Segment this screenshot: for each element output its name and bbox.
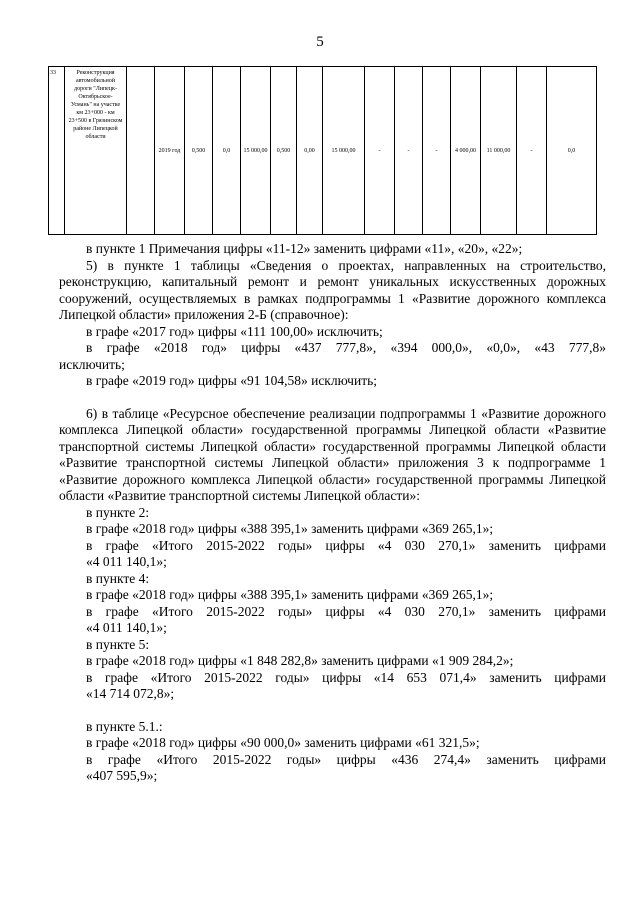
table-row <box>49 67 597 235</box>
paragraph: в пункте 1 Примечания цифры «11-12» заменить цифрами «11», «20», «22»; <box>86 241 523 256</box>
project-table <box>48 66 597 235</box>
table-cell <box>127 67 155 235</box>
paragraph: исключить; <box>59 356 125 372</box>
table-cell: - <box>365 67 395 235</box>
table-cell: 0,0 <box>547 67 597 235</box>
table-cell: 15 000,00 <box>323 67 365 235</box>
paragraph: «4 011 140,1»; <box>86 554 167 569</box>
paragraph: «407 595,9»; <box>86 768 158 783</box>
paragraph: в пункте 5.1.: <box>86 718 163 734</box>
table-cell: 0,00 <box>297 67 323 235</box>
table-cell: 4 000,00 <box>451 67 481 235</box>
year-cell: 2019 год <box>155 67 185 235</box>
paragraph: в графе «2018 год» цифры «437 777,8», «394 000,0», «0,0», «43 777,8» <box>86 340 606 355</box>
paragraph: в графе «2017 год» цифры «111 100,00» исключить; <box>86 323 383 339</box>
paragraph: в графе «2019 год» цифры «91 104,58» исключить; <box>86 373 377 388</box>
document-body <box>59 241 606 785</box>
paragraph: в графе «Итого 2015-2022 годы» цифры «436 274,4» заменить цифрами <box>86 751 606 767</box>
table-cell: - <box>423 67 451 235</box>
table-cell: 0,500 <box>271 67 297 235</box>
paragraph: в графе «Итого 2015-2022 годы» цифры «4 030 270,1» заменить цифрами <box>86 537 606 553</box>
table-cell: 0,0 <box>213 67 241 235</box>
table-cell: - <box>517 67 547 235</box>
paragraph: в графе «2018 год» цифры «90 000,0» заменить цифрами «61 321,5»; <box>86 735 480 750</box>
project-name: Реконструкция автомобильной дороги "Липецк-Октябрьское-Усмань" на участке км 23+000 - км 23+500 в Грязинском районе Липецкой области <box>65 67 127 235</box>
page-number: 5 <box>316 34 324 50</box>
table-cell: 11 000,00 <box>481 67 517 235</box>
table-cell: 15 000,00 <box>241 67 271 235</box>
paragraph: в пункте 2: <box>86 504 150 520</box>
paragraph: в пункте 5: <box>86 636 150 652</box>
paragraph: «4 011 140,1»; <box>86 620 167 635</box>
paragraph: в графе «2018 год» цифры «388 395,1» заменить цифрами «369 265,1»; <box>86 587 494 602</box>
paragraph: в пункте 4: <box>86 570 150 586</box>
paragraph: в графе «2018 год» цифры «1 848 282,8» заменить цифрами «1 909 284,2»; <box>86 653 514 668</box>
paragraph: в графе «Итого 2015-2022 годы» цифры «4 030 270,1» заменить цифрами <box>86 603 606 619</box>
paragraph: 5) в пункте 1 таблицы «Сведения о проектах, направленных на строительство, реконструкцию, капитальный ремонт и ремонт уникальных искусственных дорожных сооружений, осуществляемых в рамках подпрограммы 1 «Развитие дорожного комплекса Липецкой области» приложения 2-Б (справочное): <box>59 257 606 322</box>
paragraph: в графе «2018 год» цифры «388 395,1» заменить цифрами «369 265,1»; <box>86 521 494 536</box>
row-number: 33 <box>49 67 65 235</box>
table-cell: 0,500 <box>185 67 213 235</box>
paragraph: 6) в таблице «Ресурсное обеспечение реализации подпрограммы 1 «Развитие дорожного комплекса Липецкой области» государственной программы Липецкой области «Развитие транспортной системы Липецкой области» государственной программы Липецкой области «Развитие транспортной системы Липецкой области» приложения 3 к подпрограмме 1 «Развитие дорожного комплекса Липецкой области» государственной программы Липецкой области «Развитие транспортной системы Липецкой области»: <box>59 405 606 503</box>
table-cell: - <box>395 67 423 235</box>
paragraph: «14 714 072,8»; <box>86 686 175 701</box>
paragraph: в графе «Итого 2015-2022 годы» цифры «14 653 071,4» заменить цифрами <box>86 669 606 685</box>
